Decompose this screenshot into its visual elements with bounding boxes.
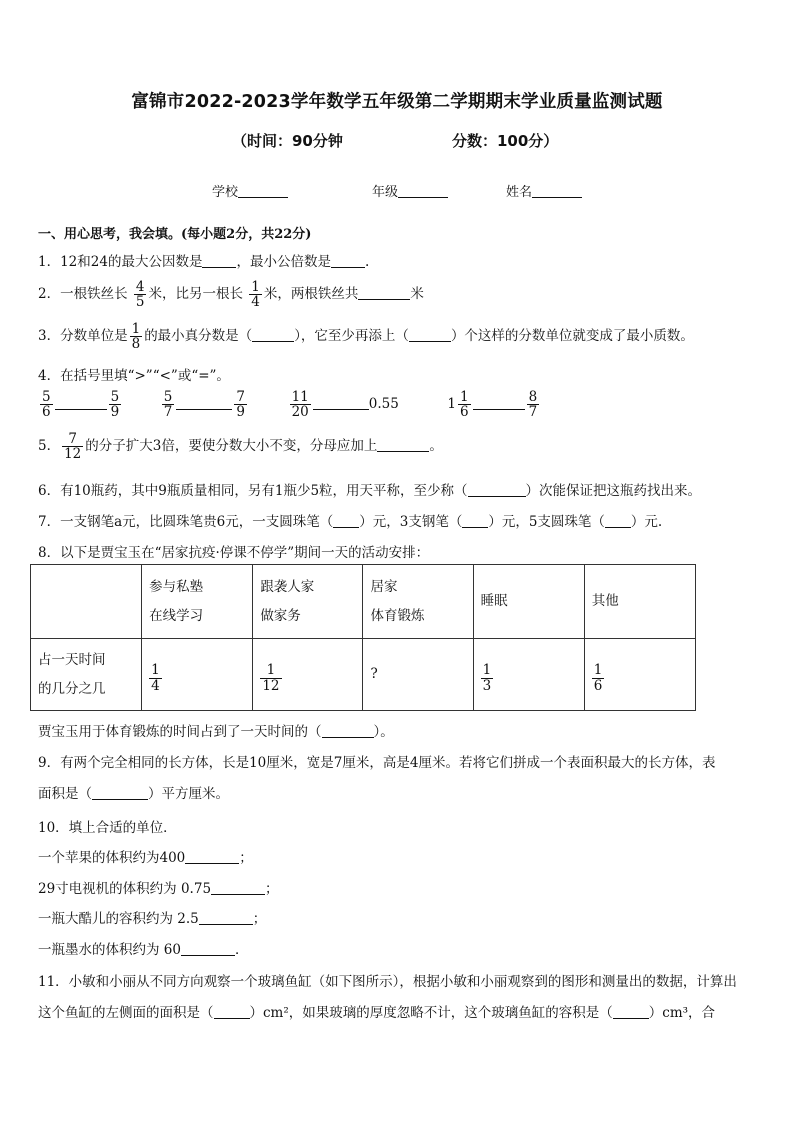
name-field [506, 181, 582, 200]
schedule-table [30, 564, 696, 711]
q5-blank[interactable] [377, 437, 429, 452]
table-header-cell: 其他 [584, 565, 695, 639]
q7-blank-3[interactable] [605, 513, 631, 528]
q2-text-4: 米 [410, 286, 424, 303]
question-6 [38, 479, 701, 499]
q4-c2-left: $\frac{5}{7}$ [163, 389, 173, 421]
question-10-item-4: 一瓶墨水的体积约为 60 ． [38, 942, 249, 958]
q6-text: 6．有10瓶药，其中9瓶质量相同，另有1瓶少5粒，用天平称，至少称（ [38, 483, 468, 499]
question-11-line-2 [38, 1001, 715, 1021]
q1-blank-1[interactable] [202, 253, 236, 268]
question-5 [38, 432, 443, 461]
q4-blank-4[interactable] [473, 395, 525, 410]
section-heading: 一、用心思考，我会填。(每小题2分，共22分) [38, 227, 312, 242]
q8-text: 贾宝玉用于体育锻炼的时间占到了一天时间的（ [38, 724, 322, 740]
q11-blank-1[interactable] [214, 1004, 250, 1019]
q9-blank[interactable] [92, 785, 148, 800]
q5-text-2: 的分子扩大3倍，要使分数大小不变，分母应加上 [85, 438, 378, 455]
table-corner-cell [31, 565, 142, 639]
name-blank[interactable] [532, 183, 582, 198]
q4-c1-right: $\frac{5}{9}$ [110, 389, 120, 421]
table-cell: $\frac{1}{12}$ [253, 639, 363, 711]
q4-c4-left: $\frac{1}{6}$ [460, 389, 469, 421]
q4-blank-2[interactable] [176, 395, 232, 410]
question-4-prompt: 4．在括号里填“>”“<”或“=”。 [38, 368, 230, 384]
q8-text-2: ）。 [373, 724, 394, 740]
q1-text: 1．12和24的最大公因数是 [38, 254, 203, 270]
q10-blank-4[interactable] [181, 941, 235, 956]
q2-blank[interactable] [358, 285, 410, 300]
q5-text-3: 。 [429, 438, 443, 455]
q6-blank[interactable] [468, 482, 526, 497]
question-8-followup [38, 720, 394, 740]
q3-text-2: 的最小真分数是（ [144, 328, 253, 345]
q4-c4-whole: 1 [447, 396, 456, 413]
question-10-prompt: 10．填上合适的单位． [38, 820, 177, 836]
q6-text-2: ）次能保证把这瓶药找出来。 [525, 483, 702, 499]
grade-field [372, 181, 448, 200]
q3-blank-1[interactable] [252, 327, 294, 342]
question-9-line-1: 9．有两个完全相同的长方体，长是10厘米，宽是7厘米，高是4厘米。若将它们拼成一个表面积最大的长方体，表 [38, 755, 716, 771]
q7-blank-2[interactable] [462, 513, 488, 528]
q1-text-2: ，最小公倍数是 [236, 254, 331, 270]
table-cell: $\frac{1}{3}$ [473, 639, 584, 711]
grade-label: 年级 [372, 185, 399, 200]
q5-text: 5． [38, 438, 61, 455]
question-10-item-2: 29寸电视机的体积约为 0.75 ； [38, 881, 279, 897]
table-row-label: 占一天时间 的几分之几 [31, 639, 142, 711]
q3-text-3: ），它至少再添上（ [294, 328, 409, 345]
question-3 [38, 322, 694, 351]
page-title: 富锦市2022-2023学年数学五年级第二学期期末学业质量监测试题 [131, 92, 663, 112]
q10-blank-1[interactable] [185, 849, 239, 864]
table-cell: $\frac{1}{6}$ [584, 639, 695, 711]
q3-fraction: $\frac{1}{8}$ [131, 321, 141, 353]
table-header-cell: 睡眠 [473, 565, 584, 639]
q3-text-4: ）个这样的分数单位就变成了最小质数。 [450, 328, 694, 345]
q11-text: 这个鱼缸的左侧面的面积是（ [38, 1005, 214, 1021]
question-10-item-3: 一瓶大酷儿的容积约为 2.5 ； [38, 911, 267, 927]
q7-text-3: ）元，5支圆珠笔（ [488, 514, 605, 530]
table-header-cell: 居家 体育锻炼 [363, 565, 473, 639]
q3-blank-2[interactable] [409, 327, 451, 342]
q9-text: 面积是（ [38, 786, 92, 802]
question-4-compare-row [38, 390, 541, 419]
q4-c2-right: $\frac{7}{9}$ [236, 389, 245, 421]
question-7 [38, 510, 662, 530]
question-8-prompt: 8．以下是贾宝玉在“居家抗疫·停课不停学”期间一天的活动安排： [38, 545, 430, 561]
q7-text: 7．一支钢笔a元，比圆珠笔贵6元，一支圆珠笔（ [38, 514, 334, 530]
exam-score: 分数：100分） [452, 132, 559, 150]
q4-c4-right: $\frac{8}{7}$ [528, 389, 538, 421]
q4-blank-3[interactable] [313, 395, 369, 410]
q7-text-4: ）元. [630, 514, 663, 530]
table-cell: $\frac{1}{4}$ [142, 639, 253, 711]
name-label: 姓名 [506, 185, 533, 200]
school-label: 学校 [212, 185, 239, 200]
q3-text: 3．分数单位是 [38, 328, 128, 345]
q4-c1-left: $\frac{5}{6}$ [42, 389, 51, 421]
table-header-cell: 参与私塾 在线学习 [142, 565, 253, 639]
q1-blank-2[interactable] [331, 253, 365, 268]
q7-blank-1[interactable] [333, 513, 359, 528]
table-header-row [31, 565, 696, 639]
q2-text-2: 米，比另一根长 [148, 286, 243, 303]
question-10-item-1: 一个苹果的体积约为400 ； [38, 850, 253, 866]
q11-blank-2[interactable] [613, 1004, 649, 1019]
q4-blank-1[interactable] [55, 395, 107, 410]
school-field [212, 181, 288, 200]
q11-text-3: ）cm³，合 [648, 1005, 716, 1021]
q9-text-2: ）平方厘米。 [148, 786, 229, 802]
q4-c3-left: $\frac{11}{20}$ [291, 389, 309, 421]
q2-fraction-2: $\frac{1}{4}$ [251, 279, 260, 311]
school-blank[interactable] [238, 183, 288, 198]
question-11-line-1: 11．小敏和小丽从不同方向观察一个玻璃鱼缸（如下图所示），根据小敏和小丽观察到的图形和测量出的数据，计算出 [38, 974, 737, 990]
q7-text-2: ）元，3支钢笔（ [359, 514, 463, 530]
question-2 [38, 280, 424, 309]
question-1 [38, 250, 369, 270]
q10-blank-3[interactable] [199, 910, 253, 925]
q2-text: 2．一根铁丝长 [38, 286, 128, 303]
q10-blank-2[interactable] [211, 880, 265, 895]
grade-blank[interactable] [398, 183, 448, 198]
table-row [31, 639, 696, 711]
table-cell: ? [363, 639, 473, 711]
q5-fraction: $\frac{7}{12}$ [64, 431, 82, 463]
q4-c3-right: 0.55 [368, 396, 399, 413]
q1-text-3: . [364, 254, 370, 270]
exam-time: （时间：90分钟 [232, 132, 343, 150]
q8-blank[interactable] [322, 723, 374, 738]
question-9-line-2 [38, 782, 229, 802]
q11-text-2: ）cm²，如果玻璃的厚度忽略不计，这个玻璃鱼缸的容积是（ [249, 1005, 613, 1021]
q2-text-3: 米，两根铁丝共 [263, 286, 359, 303]
table-header-cell: 跟袭人家 做家务 [253, 565, 363, 639]
q2-fraction-1: $\frac{4}{5}$ [135, 279, 145, 311]
